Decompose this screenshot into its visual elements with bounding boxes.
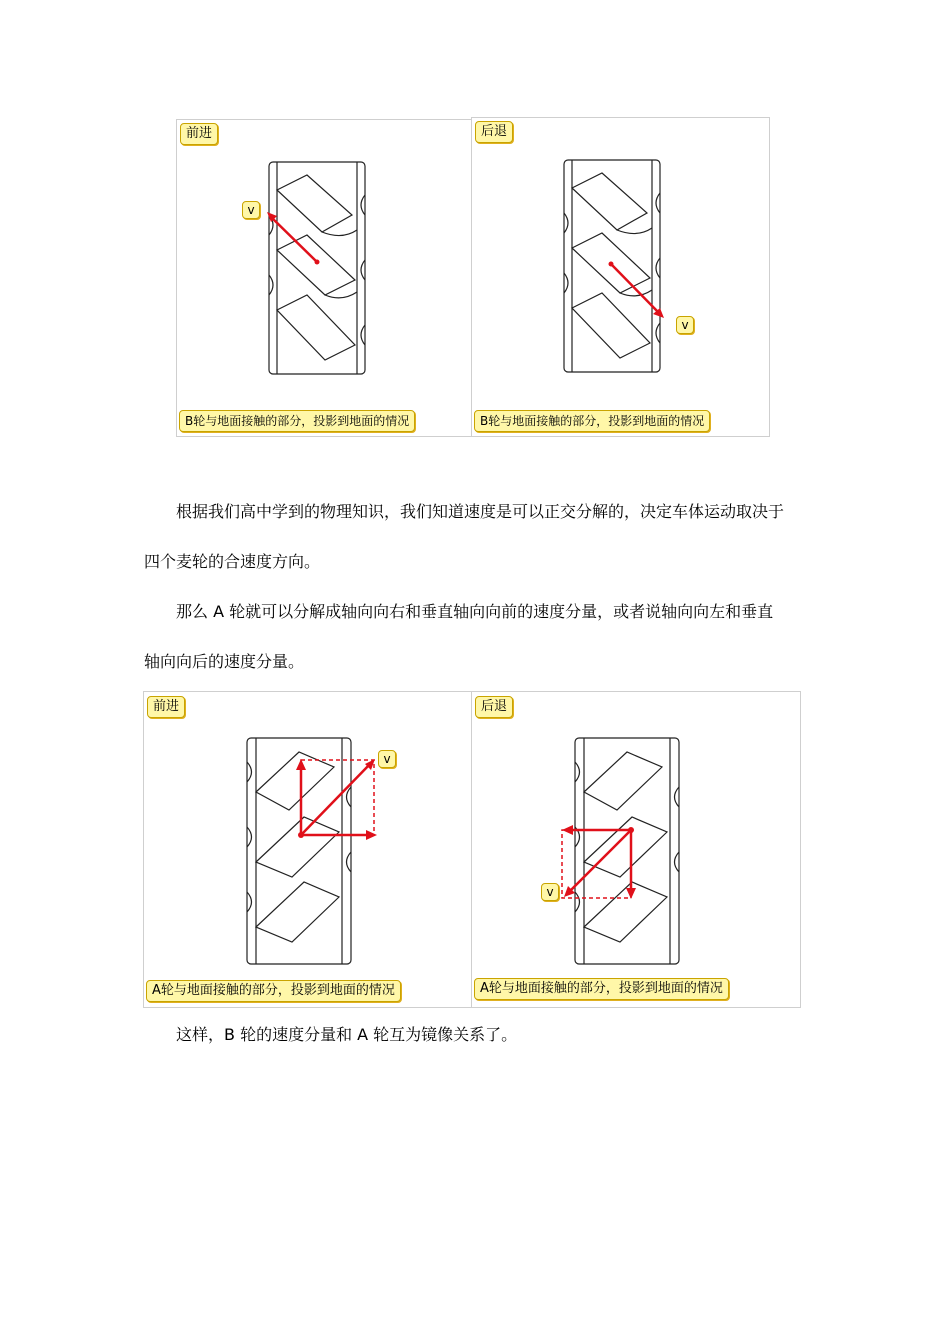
velocity-label: v <box>378 750 396 768</box>
figure2-right-panel <box>471 691 801 1008</box>
panel-caption: B轮与地面接触的部分，投影到地面的情况 <box>179 410 415 432</box>
paragraph-1-line-1: 根据我们高中学到的物理知识，我们知道速度是可以正交分解的，决定车体运动取决于 <box>176 502 785 521</box>
arrow-origin <box>628 827 634 833</box>
figure2-left-panel <box>143 691 473 1008</box>
arrow-head <box>562 825 573 835</box>
panel-caption: A轮与地面接触的部分，投影到地面的情况 <box>146 980 401 1002</box>
arrow-head <box>366 830 377 840</box>
panel-title-label: 后退 <box>475 696 513 718</box>
paragraph-2-line-2: 轴向向后的速度分量。 <box>144 652 305 671</box>
panel-title-label: 后退 <box>475 121 513 143</box>
velocity-label: v <box>541 883 559 901</box>
paragraph-2-line-1: 那么 A 轮就可以分解成轴向向右和垂直轴向向前的速度分量，或者说轴向向左和垂直 <box>176 602 774 621</box>
figure1-right-panel <box>471 117 770 437</box>
panel-caption: B轮与地面接触的部分，投影到地面的情况 <box>474 410 710 432</box>
velocity-arrow <box>569 830 631 892</box>
velocity-arrow <box>301 763 371 835</box>
a-wheel-backward-drawing <box>472 692 800 1007</box>
panel-title-label: 前进 <box>147 696 185 718</box>
arrow-origin <box>298 832 304 838</box>
arrow-origin <box>315 260 320 265</box>
panel-title-label: 前进 <box>180 123 218 145</box>
velocity-label: v <box>242 201 260 219</box>
figure1-left-panel <box>176 119 473 437</box>
paragraph-1-line-2: 四个麦轮的合速度方向。 <box>144 552 321 571</box>
velocity-arrow <box>611 264 660 314</box>
arrow-origin <box>609 262 614 267</box>
b-wheel-forward-drawing <box>177 120 472 436</box>
paragraph-3: 这样，B 轮的速度分量和 A 轮互为镜像关系了。 <box>176 1025 518 1044</box>
a-wheel-forward-drawing <box>144 692 472 1007</box>
panel-caption: A轮与地面接触的部分，投影到地面的情况 <box>474 978 729 1000</box>
b-wheel-backward-drawing <box>472 118 769 436</box>
velocity-label: v <box>676 316 694 334</box>
